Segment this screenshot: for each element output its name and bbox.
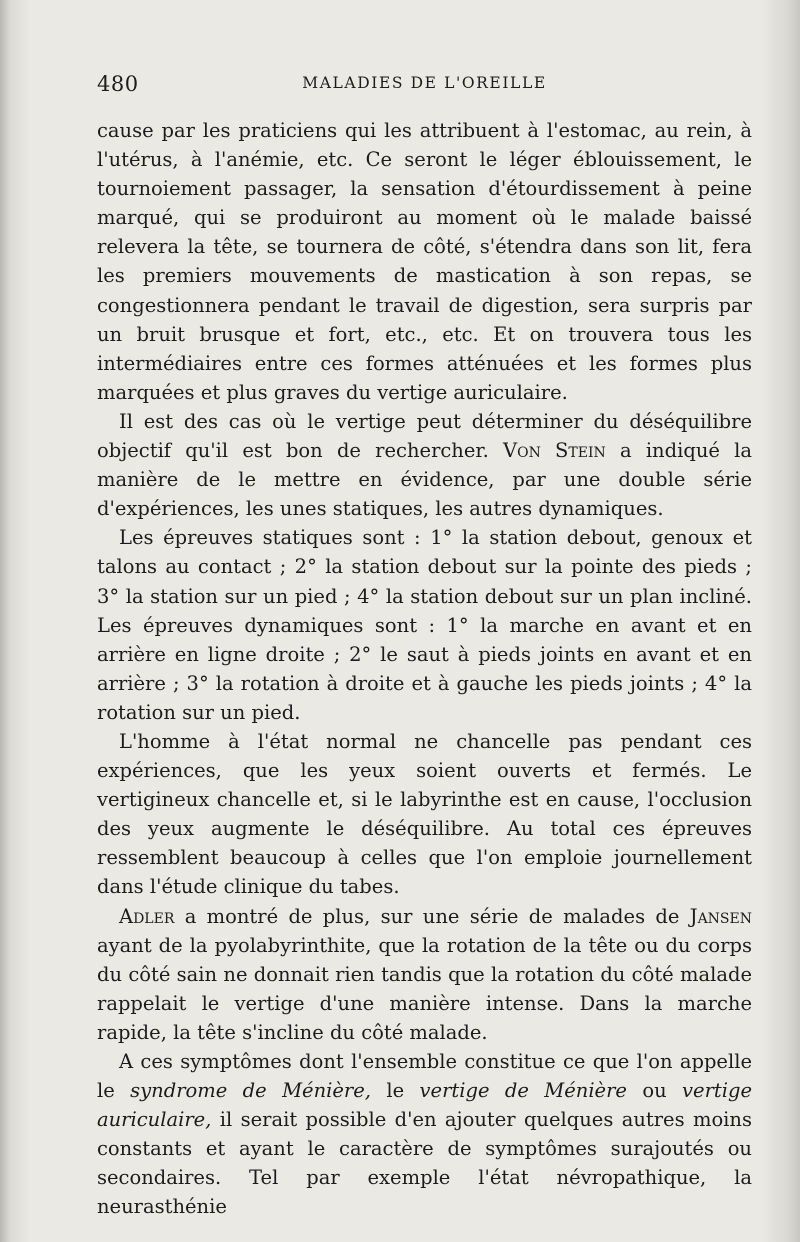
- paragraph-text: cause par les praticiens qui les attribuent à l'estomac, au rein, à l'utérus, à l'anémie, etc. Ce seront le léger éblouissement, le tournoiement passager, la sensation d'étourdissement à peine marqué, qui se produiront au moment où le malade baissé relevera la tête, se tournera de côté, s'étendra dans son lit, fera les premiers mouvements de mastication à son repas, se congestionnera pendant le travail de digestion, sera surpris par un bruit brusque et fort, etc., etc. Et on trouvera tous les intermédiaires entre ces formes atténuées et les formes plus marquées et plus graves du vertige auriculaire.: [97, 119, 752, 404]
- paragraph-syndrome-meniere: [97, 1047, 752, 1222]
- paragraph-text: L'homme à l'état normal ne chancelle pas pendant ces expériences, que les yeux soient ouverts et fermés. Le vertigineux chancelle et, si le labyrinthe est en cause, l'occlusion des yeux augmente le déséquilibre. Au total ces épreuves ressemblent beaucoup à celles que l'on emploie journellement dans l'étude clinique du tabes.: [97, 729, 752, 899]
- paragraph-text: Il est des cas où le vertige peut déterminer du déséquilibre objectif qu'il est bon de rechercher.: [97, 409, 752, 463]
- paragraph-text: ayant de la pyolabyrinthite, que la rotation de la tête ou du corps du côté sain ne donnait rien tandis que la rotation du côté malade rappelait le vertige d'une manière intense. Dans la marche rapide, la tête s'incline du côté malade.: [97, 933, 752, 1044]
- paragraph-text: A ces symptômes dont l'ensemble constitue ce que l'on appelle le: [97, 1050, 752, 1103]
- paragraph-von-stein: [97, 407, 752, 523]
- running-title: MALADIES DE L'OREILLE: [302, 74, 547, 92]
- paragraph-text: il serait possible d'en ajouter quelques autres moins constants et ayant le caractère de symptômes surajoutés ou secondaires. Tel par exemple l'état névropathique, la neurasthénie: [97, 1108, 752, 1219]
- author-name: Von Stein: [503, 439, 606, 463]
- paragraph-continuation: [97, 116, 752, 407]
- paragraph-text: ou: [626, 1079, 683, 1103]
- italic-term: vertige auriculaire,: [97, 1079, 752, 1132]
- page-header: [97, 72, 752, 102]
- paragraph-adler: [97, 902, 752, 1047]
- body-text: [97, 116, 752, 1222]
- italic-term: syndrome de Ménière,: [130, 1079, 371, 1103]
- paragraph-text: a montré de plus, sur une série de malades de: [174, 904, 690, 928]
- paragraph-epreuves: [97, 523, 752, 727]
- paragraph-text: Les épreuves statiques sont : 1° la station debout, genoux et talons au contact ; 2° la station debout sur la pointe des pieds ; 3° la station sur un pied ; 4° la station debout sur un plan incliné. Les épreuves dynamiques sont : 1° la marche en avant et en arrière en ligne droite ; 2° le saut à pieds joints en avant et en arrière ; 3° la rotation à droite et à gauche les pieds joints ; 4° la rotation sur un pied.: [97, 526, 752, 724]
- page-number: 480: [97, 72, 139, 96]
- italic-term: vertige de Ménière: [419, 1079, 627, 1103]
- paragraph-text: a indiqué la manière de le mettre en évidence, par une double série d'expériences, les unes statiques, les autres dynamiques.: [97, 439, 752, 521]
- paragraph-text: le: [370, 1079, 420, 1103]
- paragraph-homme-normal: [97, 727, 752, 902]
- author-name: Adler: [119, 904, 175, 928]
- author-name: Jansen: [689, 904, 752, 928]
